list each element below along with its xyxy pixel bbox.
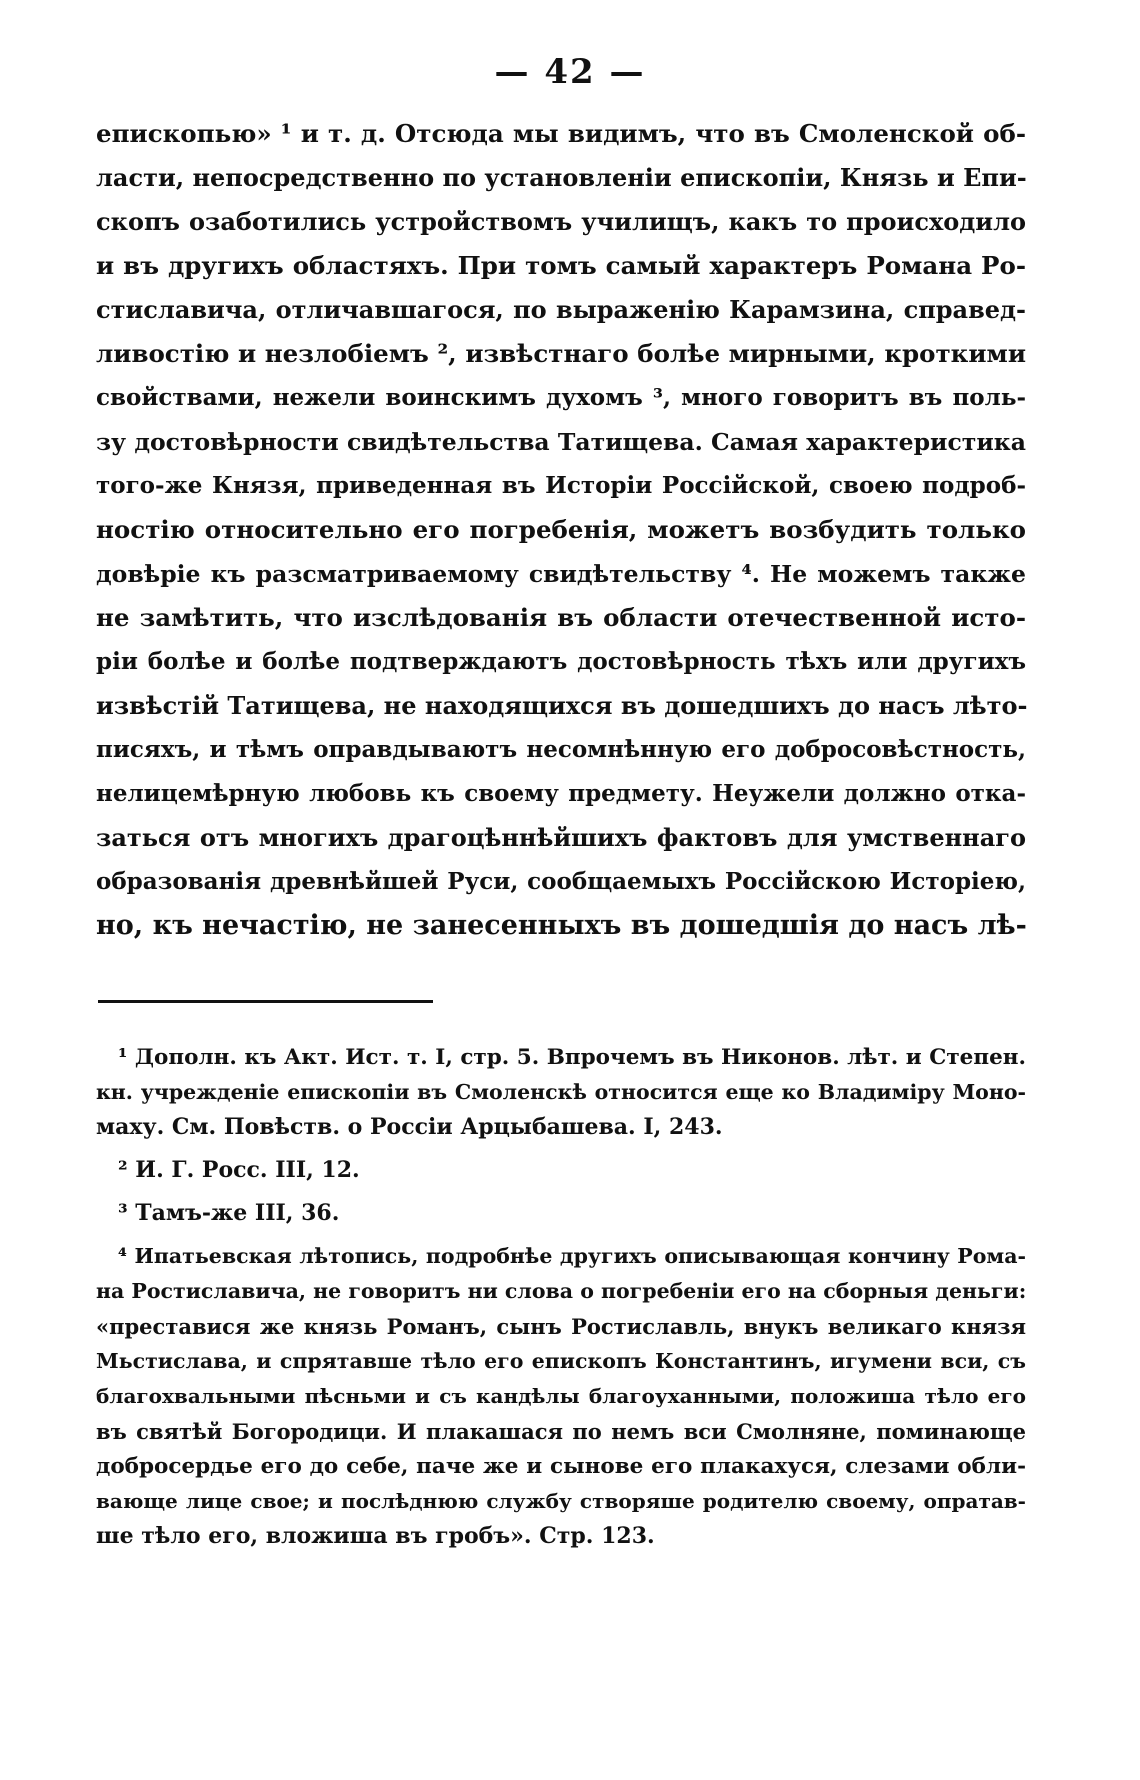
text-line: заться отъ многихъ драгоцѣннѣйшихъ фактовъ для умственнаго <box>96 823 1026 852</box>
text-line: и въ другихъ областяхъ. При томъ самый характеръ Романа Ро- <box>96 251 1026 280</box>
footnote-line: Мьстислава, и спрятавше тѣло его епископъ Константинъ, игумени вси, съ <box>96 1349 1026 1373</box>
text-line: писяхъ, и тѣмъ оправдываютъ несомнѣнную его добросовѣстность, <box>96 736 1026 763</box>
footnote-line: ³ Тамъ-же III, 36. <box>118 1200 340 1226</box>
footnote-line: вающе лице свое; и послѣднюю службу створяше родителю своему, опратав- <box>96 1489 1026 1513</box>
text-line: ностію относительно его погребенія, можетъ возбудить только <box>96 515 1026 544</box>
text-line: того-же Князя, приведенная въ Исторіи Россійской, своею подроб- <box>96 472 1026 499</box>
text-line: стиславича, отличавшагося, по выраженію Карамзина, справед- <box>96 295 1026 324</box>
text-line: ливостію и незлобіемъ ², извѣстнаго болѣе мирными, кроткими <box>96 339 1026 368</box>
footnote-line: добросердье его до себе, паче же и сынове его плакахуся, слезами обли- <box>96 1454 1026 1479</box>
footnote-line: «преставися же князь Романъ, сынъ Ростиславль, внукъ великаго князя <box>96 1314 1026 1339</box>
text-line: образованія древнѣйшей Руси, сообщаемыхъ Россійскою Исторіею, <box>96 868 1026 895</box>
page-number: — 42 — <box>494 52 646 92</box>
footnote-2 <box>96 1153 1026 1188</box>
footnote-line: ² И. Г. Росс. III, 12. <box>118 1157 360 1183</box>
text-line: извѣстій Татищева, не находящихся въ дошедшихъ до насъ лѣто- <box>96 691 1028 720</box>
footnote-line: ¹ Дополн. къ Акт. Ист. т. I, стр. 5. Впрочемъ въ Никонов. лѣт. и Степен. <box>118 1045 1026 1070</box>
footnotes <box>96 1040 1026 1562</box>
footnote-line: благохвальными пѣсньми и съ кандѣлы благоуханными, положиша тѣло его <box>96 1384 1026 1408</box>
text-line: довѣріе къ разсматриваемому свидѣтельству ⁴. Не можемъ также <box>96 560 1026 588</box>
footnote-line: ше тѣло его, вложиша въ гробъ». Стр. 123. <box>96 1523 655 1549</box>
footnote-3 <box>96 1196 1026 1231</box>
text-line: ріи болѣе и болѣе подтверждаютъ достовѣрность тѣхъ или другихъ <box>96 648 1026 675</box>
footnote-line: ⁴ Ипатьевская лѣтопись, подробнѣе другихъ описывающая кончину Рома- <box>118 1244 1026 1268</box>
footnote-separator <box>98 1000 433 1003</box>
text-line: ласти, непосредственно по установленіи епископіи, Князь и Епи- <box>96 163 1027 192</box>
footnote-line: въ святѣй Богородици. И плакашася по немъ вси Смолняне, поминающе <box>96 1419 1026 1444</box>
footnote-1 <box>96 1040 1026 1145</box>
footnote-line: кн. учрежденіе епископіи въ Смоленскѣ относится еще ко Владиміру Моно- <box>96 1080 1026 1104</box>
text-line: но, къ нечастію, не занесенныхъ въ дошедшія до насъ лѣ- <box>96 910 1027 941</box>
text-line: епископью» ¹ и т. д. Отсюда мы видимъ, что въ Смоленской об- <box>96 119 1026 148</box>
footnote-line: маху. См. Повѣств. о Россіи Арцыбашева. I, 243. <box>96 1114 723 1140</box>
footnote-line: на Ростиславича, не говоритъ ни слова о погребеніи его на сборныя деньги: <box>96 1279 1027 1303</box>
text-line: не замѣтить, что изслѣдованія въ области отечественной исто- <box>96 603 1026 632</box>
main-text <box>96 112 1026 948</box>
text-line: скопъ озаботились устройствомъ училищъ, какъ то происходило <box>96 207 1026 236</box>
footnote-4 <box>96 1239 1026 1554</box>
text-line: нелицемѣрную любовь къ своему предмету. Неужели должно отка- <box>96 780 1026 807</box>
text-line: зу достовѣрности свидѣтельства Татищева. Самая характеристика <box>96 428 1026 456</box>
text-line: свойствами, нежели воинскимъ духомъ ³, много говоритъ въ поль- <box>96 384 1026 411</box>
